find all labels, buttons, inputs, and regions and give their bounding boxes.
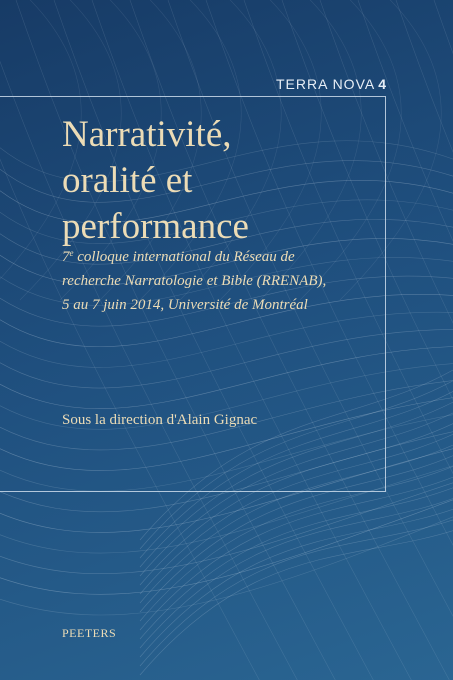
mesh-line [396, 0, 453, 680]
subtitle-line-1 [62, 245, 382, 269]
title-line: Narrativité, [62, 114, 232, 155]
book-title [62, 112, 382, 250]
series-name: TERRA NOVA [276, 76, 376, 92]
subtitle-line-2: recherche Narratologie et Bible (RRENAB), [62, 273, 327, 289]
book-subtitle [62, 245, 382, 317]
mesh-line [434, 0, 453, 680]
subtitle-ordinal-sup: e [69, 248, 74, 258]
title-line: performance [62, 206, 249, 247]
title-line: oralité et [62, 160, 193, 201]
mesh-line [140, 481, 453, 639]
subtitle-ordinal: 7 [62, 249, 70, 265]
publisher-name: PEETERS [62, 626, 117, 640]
series-number: 4 [378, 76, 387, 92]
editor-credit: Sous la direction d'Alain Gignac [62, 412, 258, 428]
mesh-line [140, 492, 453, 648]
series-label [276, 76, 387, 92]
subtitle-line-3: 5 au 7 juin 2014, Université de Montréal [62, 297, 308, 313]
subtitle-line-1-text: colloque international du Réseau de [73, 249, 295, 265]
mesh-line [140, 503, 453, 657]
